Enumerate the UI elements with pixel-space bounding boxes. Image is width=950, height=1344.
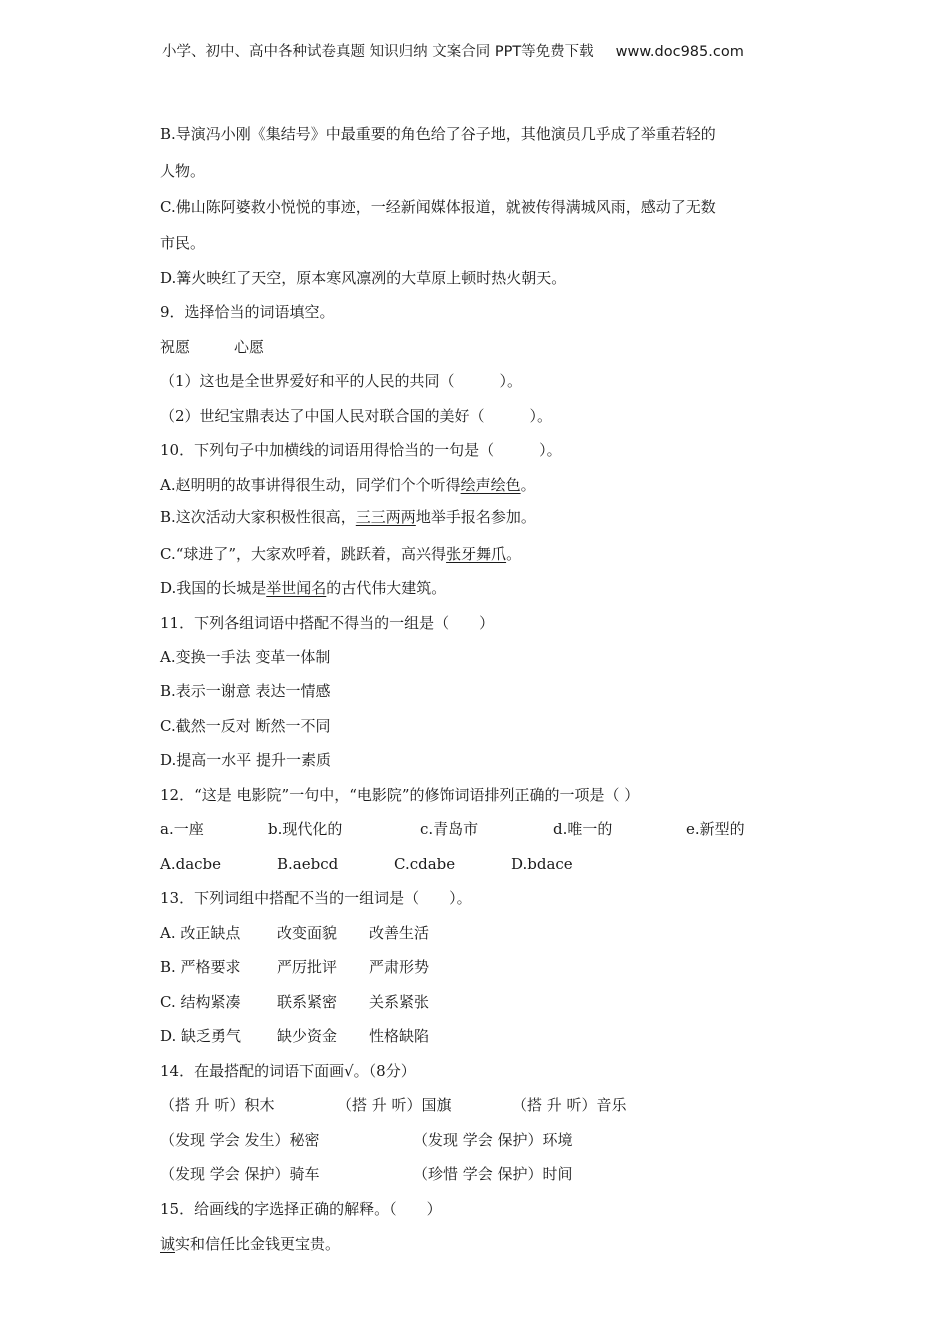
q10-a-text: A.赵明明的故事讲得很生动，同学们个个听得 <box>160 476 461 494</box>
q9-sentence-1: （1）这也是全世界爱好和平的人民的共同（ ）。 <box>160 372 523 390</box>
q13-a-col1: A. 改正缺点 <box>160 924 241 942</box>
q10-option-d <box>160 578 446 598</box>
q14-r1-item2: （搭 升 听）国旗 <box>337 1096 452 1114</box>
q8-option-b-line2: 人物。 <box>160 162 206 180</box>
q11-option-b: B.表示一谢意 表达一情感 <box>160 682 331 700</box>
q13-d-col1: D. 缺乏勇气 <box>160 1027 242 1045</box>
q12-item-b: b.现代化的 <box>268 820 343 838</box>
q12-item-d: d.唯一的 <box>553 820 613 838</box>
q8-option-c-line2: 市民。 <box>160 234 206 252</box>
q13-a-col2: 改变面貌 <box>277 924 338 942</box>
q10-d-text: D.我国的长城是 <box>160 579 267 597</box>
q12-option-b: B.aebcd <box>277 855 339 873</box>
header-text: 小学、初中、高中各种试卷真题 知识归纳 文案合同 PPT等免费下载 <box>162 44 594 60</box>
q12-option-a: A.dacbe <box>160 855 222 873</box>
q14-r3-item2: （珍惜 学会 保护）时间 <box>413 1165 573 1183</box>
q10-stem: 10．下列句子中加横线的词语用得恰当的一句是（ ）。 <box>160 441 562 459</box>
q13-stem: 13．下列词组中搭配不当的一组词是（ ）。 <box>160 889 472 907</box>
q14-stem: 14．在最搭配的词语下面画√。（8分） <box>160 1062 416 1080</box>
header-site: www.doc985.com <box>615 44 744 60</box>
q9-word-2: 心愿 <box>234 338 265 356</box>
q13-c-col3: 关系紧张 <box>369 993 430 1011</box>
q10-a-end: 。 <box>520 476 536 494</box>
q13-c-col1: C. 结构紧凑 <box>160 993 241 1011</box>
q9-word-1: 祝愿 <box>160 338 191 356</box>
q15-underlined-char: 诚 <box>160 1235 176 1253</box>
q13-a-col3: 改善生活 <box>369 924 430 942</box>
q14-r1-item1: （搭 升 听）积木 <box>160 1096 275 1114</box>
q9-word-bank <box>160 337 264 357</box>
q11-option-c: C.截然一反对 断然一不同 <box>160 717 331 735</box>
q10-d-end: 的古代伟大建筑。 <box>326 579 447 597</box>
q12-item-e: e.新型的 <box>686 820 745 838</box>
q10-b-text: B.这次活动大家积极性很高， <box>160 508 356 526</box>
q12-option-c: C.cdabe <box>394 855 456 873</box>
q13-d-col3: 性格缺陷 <box>369 1027 430 1045</box>
q10-d-underlined: 举世闻名 <box>266 579 327 597</box>
q14-r2-item2: （发现 学会 保护）环境 <box>413 1131 573 1149</box>
q12-item-a: a.一座 <box>160 820 204 838</box>
q10-b-end: 地举手报名参加。 <box>415 508 536 526</box>
q13-c-col2: 联系紧密 <box>277 993 338 1011</box>
q10-option-c <box>160 544 521 564</box>
q11-option-d: D.提高一水平 提升一素质 <box>160 751 332 769</box>
q9-stem: 9．选择恰当的词语填空。 <box>160 303 335 321</box>
q13-b-col2: 严厉批评 <box>277 958 338 976</box>
q12-option-d: D.bdace <box>511 855 573 873</box>
q8-option-b-line1: B.导演冯小刚《集结号》中最重要的角色给了谷子地，其他演员几乎成了举重若轻的 <box>160 125 716 143</box>
q10-option-a <box>160 475 536 495</box>
page-header <box>162 40 744 61</box>
q14-r2-item1: （发现 学会 发生）秘密 <box>160 1131 320 1149</box>
q10-option-b <box>160 507 536 527</box>
q8-option-d: D.篝火映红了天空，原本寒风凛冽的大草原上顿时热火朝天。 <box>160 269 567 287</box>
q15-sentence-rest: 实和信任比金钱更宝贵。 <box>175 1235 341 1253</box>
q11-stem: 11．下列各组词语中搭配不得当的一组是（ ） <box>160 614 495 632</box>
q8-option-c-line1: C.佛山陈阿婆救小悦悦的事迹，一经新闻媒体报道，就被传得满城风雨，感动了无数 <box>160 198 716 216</box>
q14-r1-item3: （搭 升 听）音乐 <box>512 1096 627 1114</box>
q10-a-underlined: 绘声绘色 <box>460 476 521 494</box>
q9-sentence-2: （2）世纪宝鼎表达了中国人民对联合国的美好（ ）。 <box>160 407 553 425</box>
q13-b-col1: B. 严格要求 <box>160 958 241 976</box>
q13-b-col3: 严肃形势 <box>369 958 430 976</box>
q11-option-a: A.变换一手法 变革一体制 <box>160 648 331 666</box>
q10-c-end: 。 <box>506 545 522 563</box>
q10-c-text: C.“球进了”，大家欢呼着，跳跃着，高兴得 <box>160 545 447 563</box>
q10-c-underlined: 张牙舞爪 <box>446 545 507 563</box>
q12-stem: 12．“这是 电影院”一句中，“电影院”的修饰词语排列正确的一项是（ ） <box>160 786 640 804</box>
q15-sentence <box>160 1234 340 1254</box>
q10-b-underlined: 三三两两 <box>355 508 416 526</box>
q12-item-c: c.青岛市 <box>420 820 479 838</box>
q15-stem: 15．给画线的字选择正确的解释。（ ） <box>160 1200 442 1218</box>
q14-r3-item1: （发现 学会 保护）骑车 <box>160 1165 320 1183</box>
q13-d-col2: 缺少资金 <box>277 1027 338 1045</box>
